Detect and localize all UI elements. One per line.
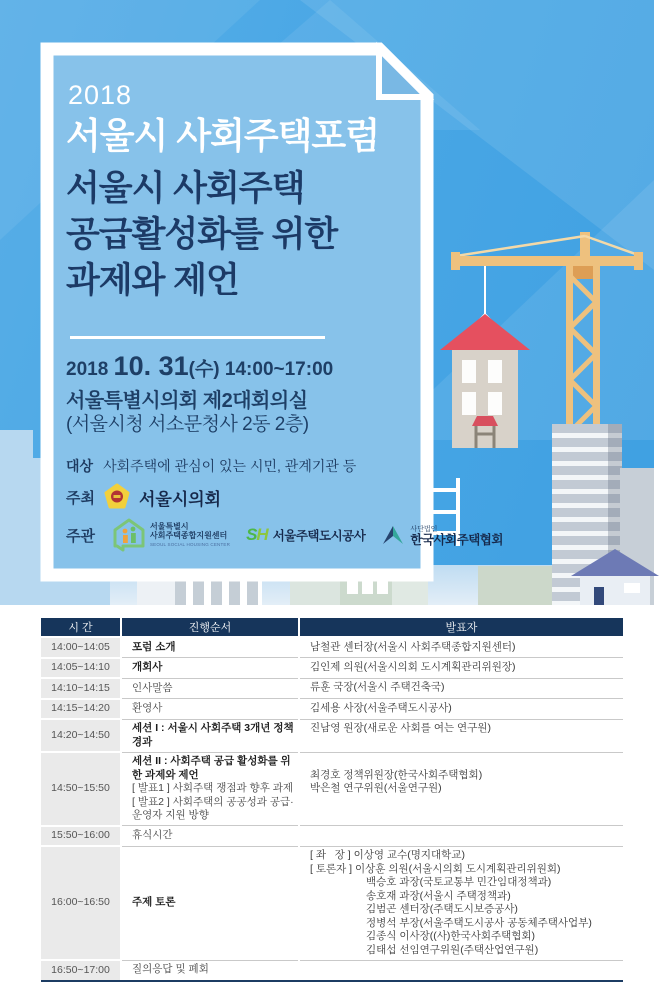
association-logo: 사단법인 한국사회주택협회 xyxy=(381,524,503,546)
speaker-cell: [ 좌 장 ] 이상영 교수(명지대학교) [ 토론자 ] 이상훈 의원(서울시의회 도시계획관리위원회) 백승호 과장(국토교통부 민간임대정책과) 송호재 과장(서울시 주택정책과) 김범곤 센터장(주택도시보증공사) 정병석 부장(서울주택도시공사 공동체주택사업부) 김종식 이사장((사)한국사회주택협회) 김태섭 선임연구위원(주택산업연구원) xyxy=(299,846,623,960)
time-cell: 14:20~14:50 xyxy=(41,719,121,752)
speaker-cell: 진남영 원장(새로운 사회를 여는 연구원) xyxy=(299,719,623,752)
program-cell: 휴식시간 xyxy=(121,826,299,847)
host-name: 서울시의회 xyxy=(138,489,222,509)
speaker-cell: 김세용 사장(서울주택도시공사) xyxy=(299,699,623,720)
seoul-council-emblem-icon xyxy=(104,484,130,510)
table-row xyxy=(41,960,623,981)
time-cell: 14:15~14:20 xyxy=(41,699,121,720)
table-row xyxy=(41,752,623,826)
table-row xyxy=(41,719,623,752)
time-cell: 14:50~15:50 xyxy=(41,752,121,826)
speaker-cell: 최경호 정책위원장(한국사회주택협회) 박은철 연구위원(서울연구원) xyxy=(299,752,623,826)
program-cell: 환영사 xyxy=(121,699,299,720)
house-icon xyxy=(576,549,654,605)
speaker-cell xyxy=(299,960,623,981)
organizer-row: 주관 서울특별시 사회주택종합지원센터 SEOUL SOCIAL HOUSING CENTER SH 서울주택도시공사 사단법인 한국사회주택협회 xyxy=(66,518,503,552)
program-cell: 세션 II : 사회주택 공급 활성화를 위한 과제와 제언 [ 발표1 ] 사회주택 쟁점과 향후 과제 [ 발표2 ] 사회주택의 공공성과 공급·운영자 지원 방향 xyxy=(121,752,299,826)
table-row xyxy=(41,678,623,699)
table-row xyxy=(41,699,623,720)
time-cell: 16:50~17:00 xyxy=(41,960,121,981)
header-speaker: 발표자 xyxy=(299,618,623,637)
housing-center-logo: 서울특별시 사회주택종합지원센터 SEOUL SOCIAL HOUSING CENTER xyxy=(113,518,230,552)
time-cell: 14:05~14:10 xyxy=(41,658,121,679)
header-time: 시 간 xyxy=(41,618,121,637)
program-cell: 주제 토론 xyxy=(121,846,299,960)
program-cell: 질의응답 및 폐회 xyxy=(121,960,299,981)
poster-subtitle: 서울시 사회주택 공급활성화를 위한 과제와 제언 xyxy=(66,169,338,300)
program-cell: 개회사 xyxy=(121,658,299,679)
poster-year: 2018 xyxy=(68,80,133,110)
folded-corner-icon xyxy=(379,49,427,97)
event-venue-sub: (서울시청 서소문청사 2동 2층) xyxy=(66,414,309,435)
table-row xyxy=(41,826,623,847)
time-cell: 15:50~16:00 xyxy=(41,826,121,847)
building-icon xyxy=(478,566,552,605)
sh-letters-icon: SH xyxy=(246,525,268,544)
table-row xyxy=(41,846,623,960)
table-row xyxy=(41,658,623,679)
speaker-cell xyxy=(299,826,623,847)
program-cell: 인사말씀 xyxy=(121,678,299,699)
sh-corporation-logo: SH 서울주택도시공사 xyxy=(246,525,366,544)
schedule-body xyxy=(41,637,623,981)
event-date: 2018 10. 31(수) 14:00~17:00 xyxy=(66,351,334,381)
table-row xyxy=(41,637,623,658)
teal-fold-arrow-icon xyxy=(381,524,405,546)
green-house-logo-icon xyxy=(113,518,145,552)
table-header-row xyxy=(41,618,623,637)
time-cell: 16:00~16:50 xyxy=(41,846,121,960)
time-cell: 14:00~14:05 xyxy=(41,637,121,658)
speaker-cell: 류훈 국장(서울시 주택건축국) xyxy=(299,678,623,699)
event-venue: 서울특별시의회 제2대회의실 xyxy=(66,390,308,412)
divider-line xyxy=(70,336,325,339)
speaker-cell: 남철관 센터장(서울시 사회주택종합지원센터) xyxy=(299,637,623,658)
event-target: 대상 사회주택에 관심이 있는 시민, 관계기관 등 xyxy=(66,458,357,474)
host-row: 주최 서울시의회 xyxy=(66,484,221,510)
program-cell: 세션 I : 서울시 사회주택 3개년 정책 경과 xyxy=(121,719,299,752)
header-program: 진행순서 xyxy=(121,618,299,637)
program-cell: 포럼 소개 xyxy=(121,637,299,658)
schedule-table xyxy=(41,618,623,982)
poster-title: 서울시 사회주택포럼 xyxy=(66,115,379,156)
time-cell: 14:10~14:15 xyxy=(41,678,121,699)
speaker-cell: 김인제 의원(서울시의회 도시계획관리위원장) xyxy=(299,658,623,679)
